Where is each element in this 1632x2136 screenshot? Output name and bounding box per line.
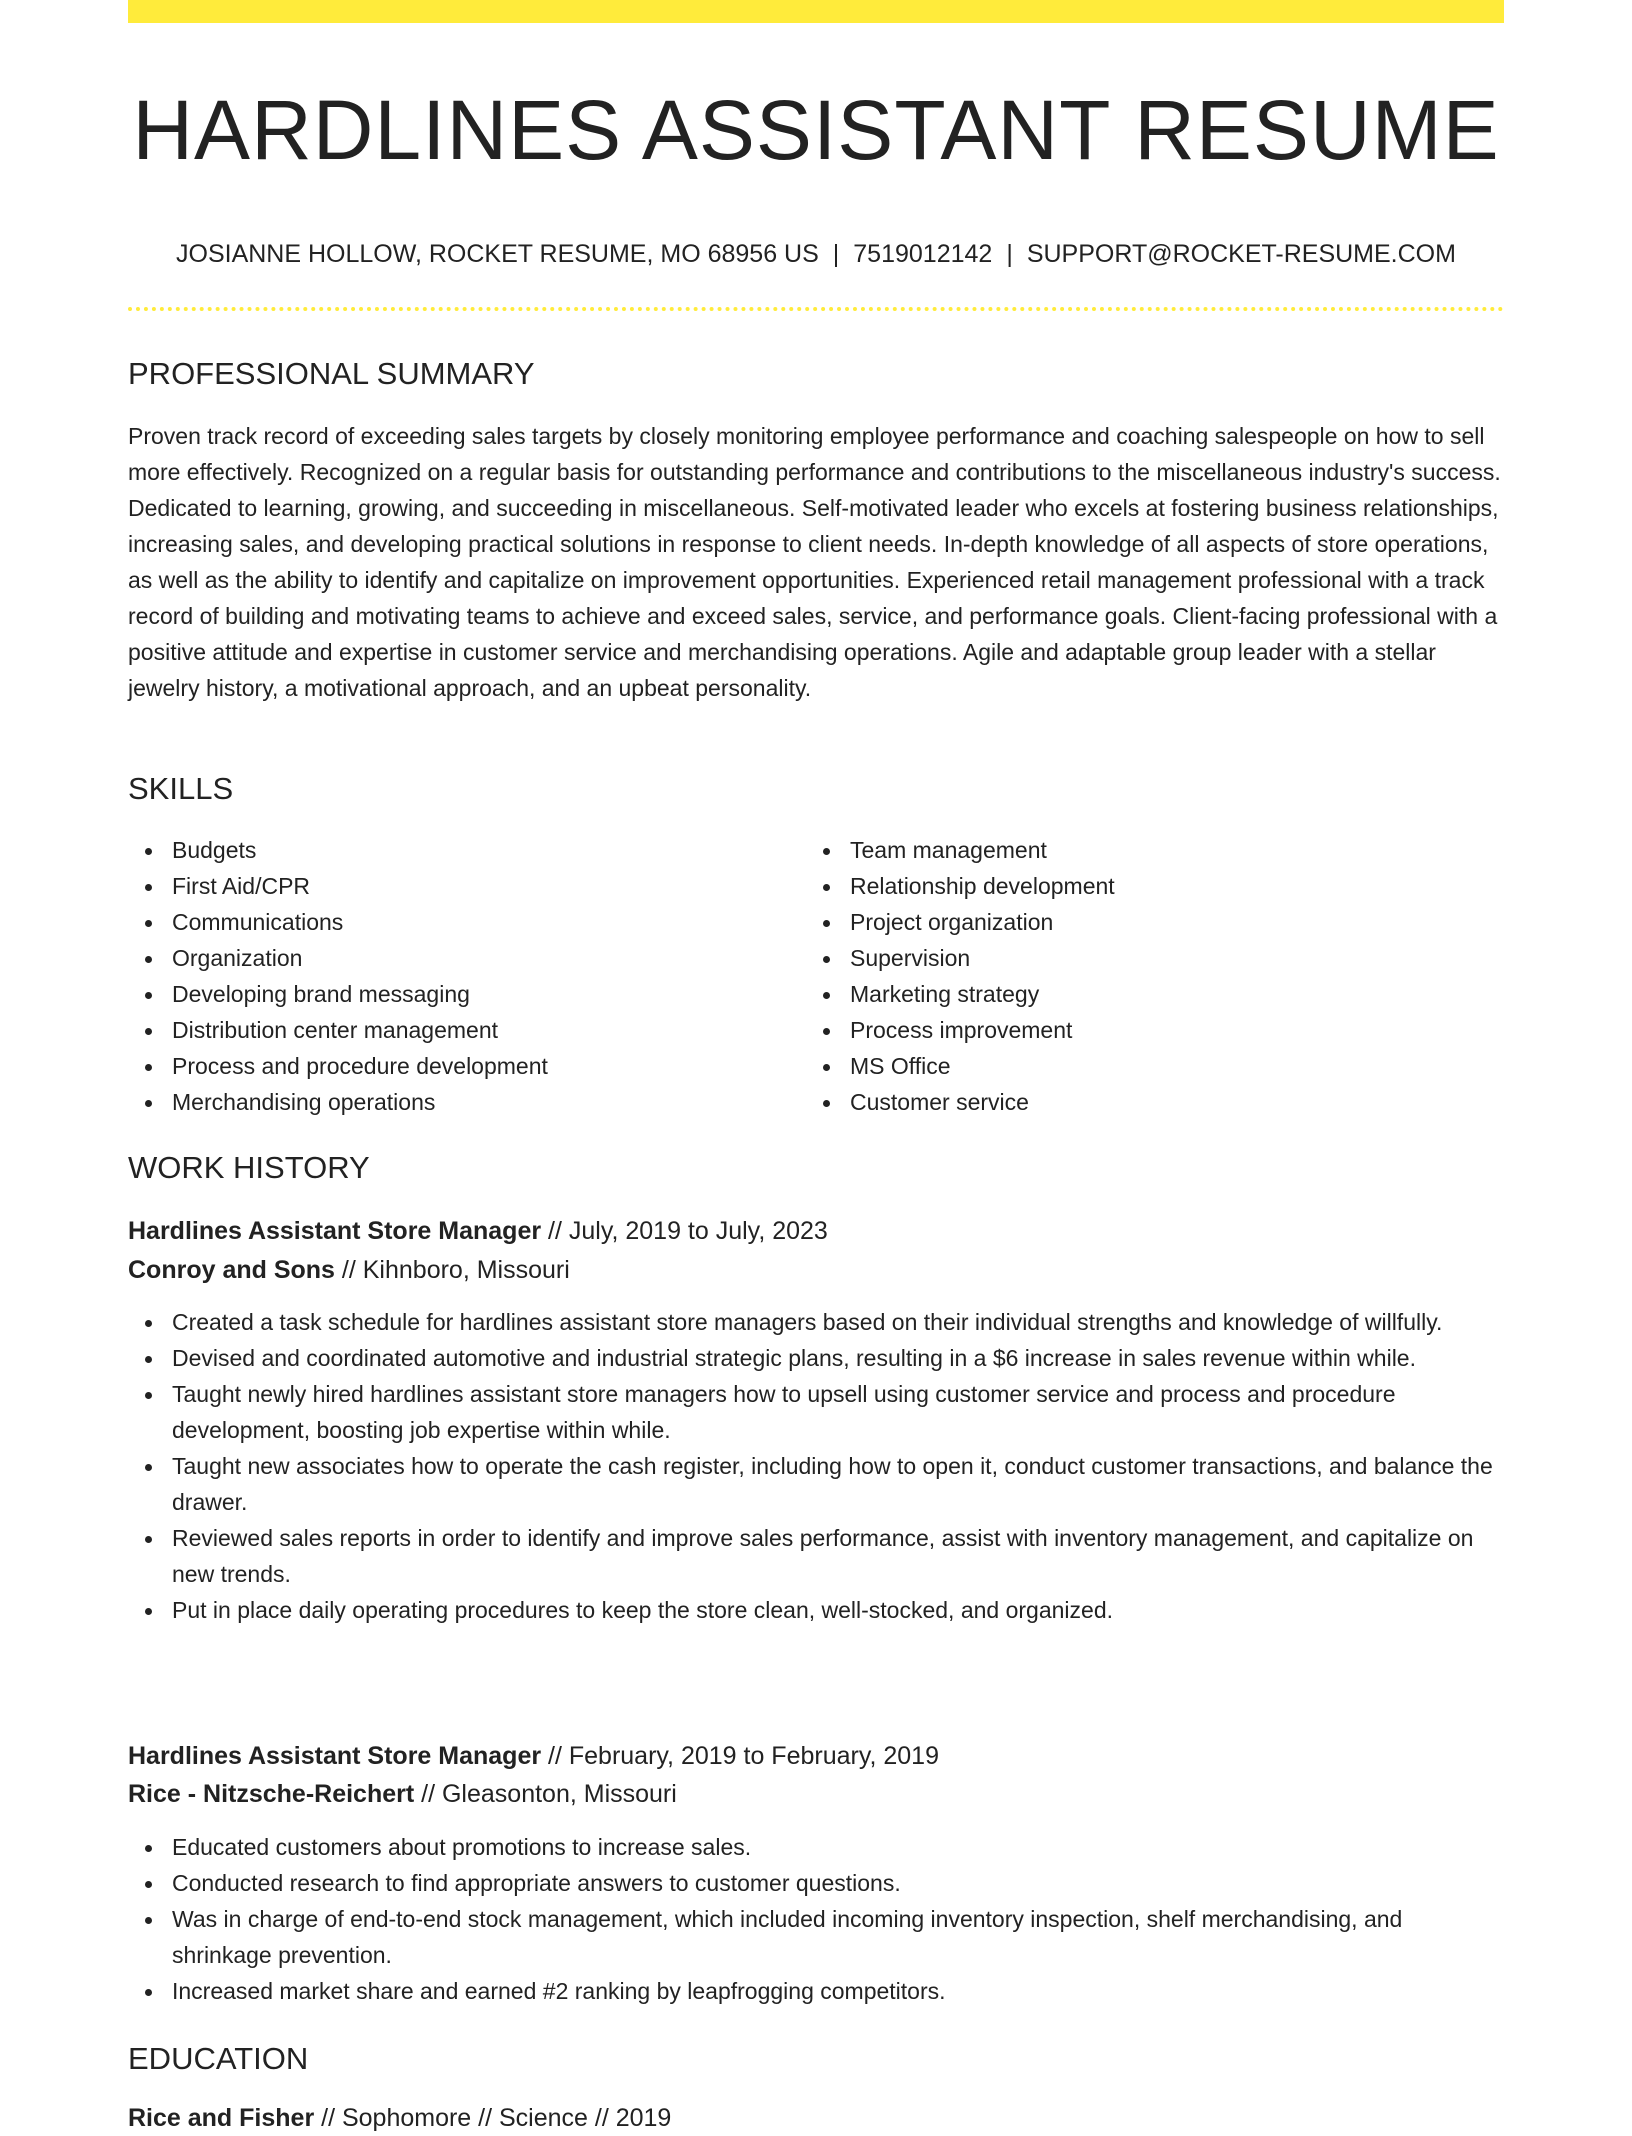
- job-title-line: [128, 1212, 1504, 1251]
- skill-item: Relationship development: [806, 868, 1466, 904]
- contact-separator: |: [832, 240, 840, 268]
- work-history-heading: WORK HISTORY: [128, 1150, 370, 1185]
- skill-item: Distribution center management: [128, 1012, 788, 1048]
- skills-list-right: [806, 832, 1466, 1120]
- skill-item: Marketing strategy: [806, 976, 1466, 1012]
- job-bullet: Put in place daily operating procedures to keep the store clean, well-stocked, and organized.: [128, 1592, 1504, 1628]
- skill-item: Developing brand messaging: [128, 976, 788, 1012]
- job-bullet: Was in charge of end-to-end stock management, which included incoming inventory inspection, shelf merchandising, and shrinkage prevention.: [128, 1901, 1504, 1973]
- job-bullet: Created a task schedule for hardlines assistant store managers based on their individual strengths and knowledge of willfully.: [128, 1304, 1504, 1340]
- skill-item: Process improvement: [806, 1012, 1466, 1048]
- job-location: // Gleasonton, Missouri: [414, 1780, 677, 1808]
- education-heading: EDUCATION: [128, 2041, 309, 2076]
- job-bullet: Conducted research to find appropriate answers to customer questions.: [128, 1865, 1504, 1901]
- skills-heading: SKILLS: [128, 771, 234, 806]
- job-company: Rice - Nitzsche-Reichert: [128, 1780, 415, 1808]
- job-title-line: [128, 1737, 1504, 1776]
- job-bullet: Educated customers about promotions to increase sales.: [128, 1829, 1504, 1865]
- skill-item: Process and procedure development: [128, 1048, 788, 1084]
- job-company-line: [128, 1251, 1504, 1290]
- job-title: Hardlines Assistant Store Manager: [128, 1742, 542, 1770]
- summary-heading: PROFESSIONAL SUMMARY: [128, 356, 535, 391]
- skill-item: Supervision: [806, 940, 1466, 976]
- skill-item: First Aid/CPR: [128, 868, 788, 904]
- job-dates: // February, 2019 to February, 2019: [541, 1742, 939, 1770]
- accent-top-bar: [128, 0, 1504, 23]
- job-bullets: [128, 1304, 1504, 1628]
- contact-phone: 7519012142: [853, 240, 993, 268]
- resume-title: HARDLINES ASSISTANT RESUME: [132, 83, 1500, 177]
- contact-separator: |: [1006, 240, 1013, 268]
- job-bullet: Reviewed sales reports in order to identify and improve sales performance, assist with inventory management, and capitalize on new trends.: [128, 1520, 1504, 1592]
- skill-item: Team management: [806, 832, 1466, 868]
- skill-item: Communications: [128, 904, 788, 940]
- education-school: Rice and Fisher: [128, 2104, 315, 2132]
- job-bullet: Taught newly hired hardlines assistant store managers how to upsell using customer service and process and procedure development, boosting job expertise within while.: [128, 1376, 1504, 1448]
- job-dates: // July, 2019 to July, 2023: [541, 1217, 828, 1245]
- skill-item: Merchandising operations: [128, 1084, 788, 1120]
- skill-item: Project organization: [806, 904, 1466, 940]
- skill-item: MS Office: [806, 1048, 1466, 1084]
- job-title: Hardlines Assistant Store Manager: [128, 1217, 542, 1245]
- contact-email: SUPPORT@ROCKET-RESUME.COM: [1026, 240, 1456, 268]
- job-bullet: Increased market share and earned #2 ranking by leapfrogging competitors.: [128, 1973, 1504, 2009]
- skills-list-left: [128, 832, 788, 1120]
- skill-item: Organization: [128, 940, 788, 976]
- contact-line: [128, 236, 1504, 272]
- job-company-line: [128, 1775, 1504, 1814]
- dotted-divider: [128, 307, 1504, 311]
- job-bullets: [128, 1829, 1504, 2009]
- job-company: Conroy and Sons: [128, 1256, 335, 1284]
- education-details: // Sophomore // Science // 2019: [314, 2104, 672, 2132]
- job-location: // Kihnboro, Missouri: [334, 1256, 570, 1284]
- skill-item: Budgets: [128, 832, 788, 868]
- job-bullet: Taught new associates how to operate the cash register, including how to open it, conduct customer transactions, and balance the drawer.: [128, 1448, 1504, 1520]
- contact-address: JOSIANNE HOLLOW, ROCKET RESUME, MO 68956 US: [176, 240, 819, 268]
- education-entry: [128, 2100, 671, 2136]
- skill-item: Customer service: [806, 1084, 1466, 1120]
- job-bullet: Devised and coordinated automotive and industrial strategic plans, resulting in a $6 increase in sales revenue within while.: [128, 1340, 1504, 1376]
- summary-text: Proven track record of exceeding sales targets by closely monitoring employee performance and coaching salespeople on how to sell more effectively. Recognized on a regular basis for outstanding performance and contributions to the miscellaneous industry's success. Dedicated to learning, growing, and succeeding in miscellaneous. Self-motivated leader who excels at fostering business relationships, increasing sales, and developing practical solutions in response to client needs. In-depth knowledge of all aspects of store operations, as well as the ability to identify and capitalize on improvement opportunities. Experienced retail management professional with a track record of building and motivating teams to achieve and exceed sales, service, and performance goals. Client-facing professional with a positive attitude and expertise in customer service and merchandising operations. Agile and adaptable group leader with a stellar jewelry history, a motivational approach, and an upbeat personality.: [128, 423, 1501, 701]
